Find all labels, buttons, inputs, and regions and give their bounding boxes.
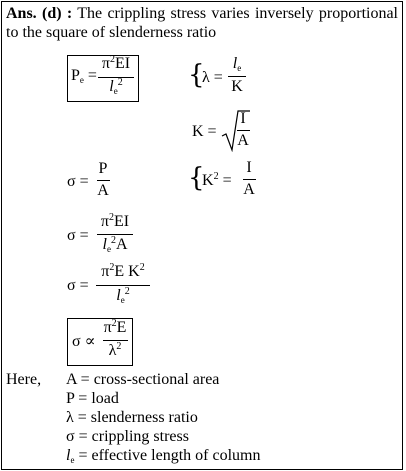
crippling-stress-eq1-lhs: σ = [67,227,89,244]
here-label: Here, [6,371,42,388]
definition-stress: σ = crippling stress [66,428,189,445]
slenderness-fraction-bar [228,76,246,77]
answer-statement: The crippling stress varies inversely proportional to the square of slenderness ratio [6,5,399,41]
crippling-stress-eq2-fraction-bar [96,285,150,286]
proportionality-lhs: σ ∝ [72,333,96,350]
definition-effective-length: le = effective length of column [66,447,261,465]
slenderness-brace: { [188,60,205,90]
slenderness-denominator: K [231,78,243,95]
proportionality-numerator: $\pi^2E$ [103,318,127,336]
definition-load: P = load [66,390,119,407]
radius-gyration-numerator: I [240,110,246,127]
answer-intro [6,4,398,42]
answer-label: Ans. (d) : [6,5,73,22]
crippling-stress-eq2-denominator: $le^2$ [116,286,130,305]
slenderness-lhs: λ = [202,69,223,86]
radius-gyration-fraction-bar [237,130,250,131]
proportionality-denominator: $\lambda^2$ [108,341,122,359]
crippling-stress-eq2-lhs: σ = [67,277,89,294]
euler-load-lhs: Pe = [71,67,97,85]
k-squared-numerator: I [246,159,252,176]
k-squared-fraction-bar [243,179,256,180]
stress-def-denominator: A [97,182,109,199]
slenderness-numerator: le [232,55,242,73]
definition-slenderness: λ = slenderness ratio [66,409,198,426]
stress-def-numerator: P [98,160,108,177]
stress-def-lhs: σ = [67,173,89,190]
k-squared-lhs: $K^2$ = [202,171,232,189]
crippling-stress-eq2-numerator: $\pi^2E$ $K^2$ [101,262,145,280]
stress-def-fraction-bar [97,180,110,181]
radius-gyration-lhs: K = [192,123,217,140]
euler-load-fraction-bar [98,77,134,78]
euler-load-denominator: $le^2$ [109,77,123,96]
crippling-stress-eq1-denominator: $le^2A$ [102,235,128,254]
radius-gyration-denominator: A [237,132,249,149]
k-squared-brace: { [188,163,205,193]
euler-load-numerator: $\pi^2EI$ [101,54,131,72]
definition-area: A = cross-sectional area [66,371,220,388]
k-squared-denominator: A [243,181,255,198]
crippling-stress-eq1-numerator: $\pi^2EI$ [100,212,130,230]
